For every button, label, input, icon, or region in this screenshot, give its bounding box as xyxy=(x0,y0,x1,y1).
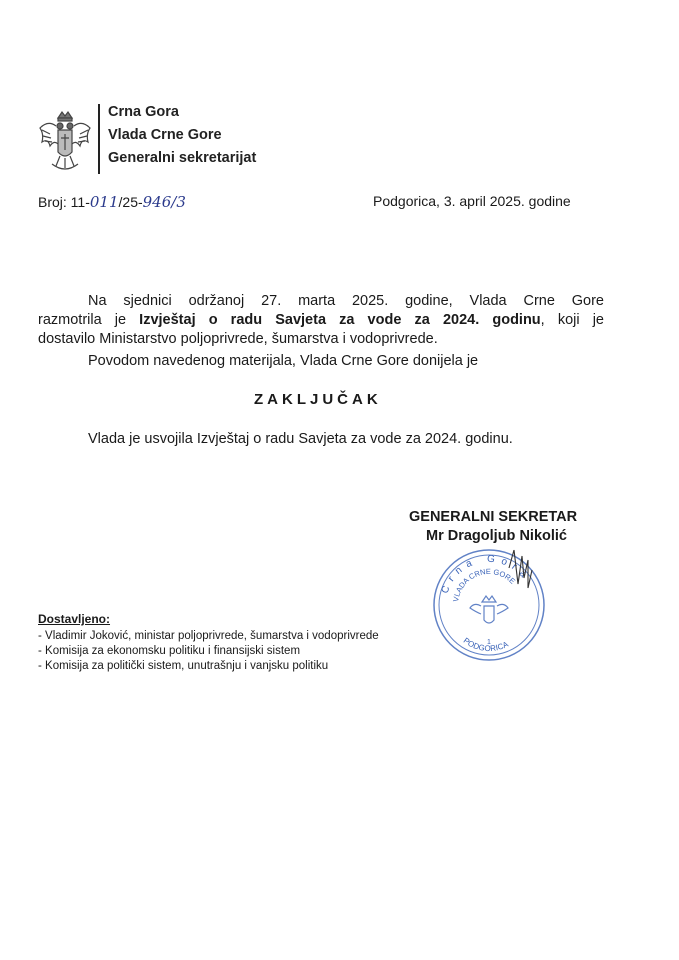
stamp-bottom-text: PODGORICA xyxy=(461,635,510,654)
body-text: , koji je xyxy=(540,312,604,328)
reference-handwritten-1: 011 xyxy=(89,193,119,211)
stamp-inner-text: VLADA CRNE GORE xyxy=(451,566,518,603)
header-secretariat: Generalni sekretarijat xyxy=(108,150,257,166)
place-and-date: Podgorica, 3. april 2025. godine xyxy=(373,193,571,209)
stamp-number: 1 xyxy=(487,639,491,646)
conclusion-heading: ZAKLJUČAK xyxy=(254,391,382,408)
header-divider xyxy=(98,104,100,174)
signatory-title: GENERALNI SEKRETAR xyxy=(409,509,578,525)
header-government: Vlada Crne Gore xyxy=(108,127,222,143)
distribution-item: - Komisija za ekonomsku politiku i finansijski sistem xyxy=(38,645,301,657)
distribution-title: Dostavljeno: xyxy=(38,612,111,626)
stamp-outer-text: Crna Gora xyxy=(439,553,533,596)
body-paragraph-2: Povodom navedenog materijala, Vlada Crne Gore donijela je xyxy=(88,353,479,369)
header-country: Crna Gora xyxy=(108,104,179,120)
reference-handwritten-2: 946/3 xyxy=(142,193,186,211)
report-title: Izvještaj o radu Savjeta za vode za 2024. godinu xyxy=(139,312,541,328)
body-paragraph-1-line-3: dostavilo Ministarstvo poljoprivrede, šumarstva i vodoprivrede. xyxy=(38,331,438,347)
body-paragraph-1-line-2 xyxy=(38,311,604,330)
distribution-item: - Vladimir Joković, ministar poljoprivrede, šumarstva i vodoprivrede xyxy=(38,630,379,642)
reference-mid: /25- xyxy=(118,194,143,210)
body-text: razmotrila je xyxy=(38,312,140,328)
distribution-item: - Komisija za politički sistem, unutrašnju i vanjsku politiku xyxy=(38,660,329,672)
reference-prefix: Broj: 11- xyxy=(38,194,90,210)
signatory-name: Mr Dragoljub Nikolić xyxy=(426,528,567,544)
reference-number xyxy=(38,193,186,211)
body-paragraph-1-line-1: Na sjednici održanoj 27. marta 2025. godine, Vlada Crne Gore xyxy=(88,293,604,309)
montenegro-coat-of-arms-icon xyxy=(36,108,94,176)
conclusion-text: Vlada je usvojila Izvještaj o radu Savjeta za vode za 2024. godinu. xyxy=(88,431,513,447)
official-stamp xyxy=(424,540,554,670)
